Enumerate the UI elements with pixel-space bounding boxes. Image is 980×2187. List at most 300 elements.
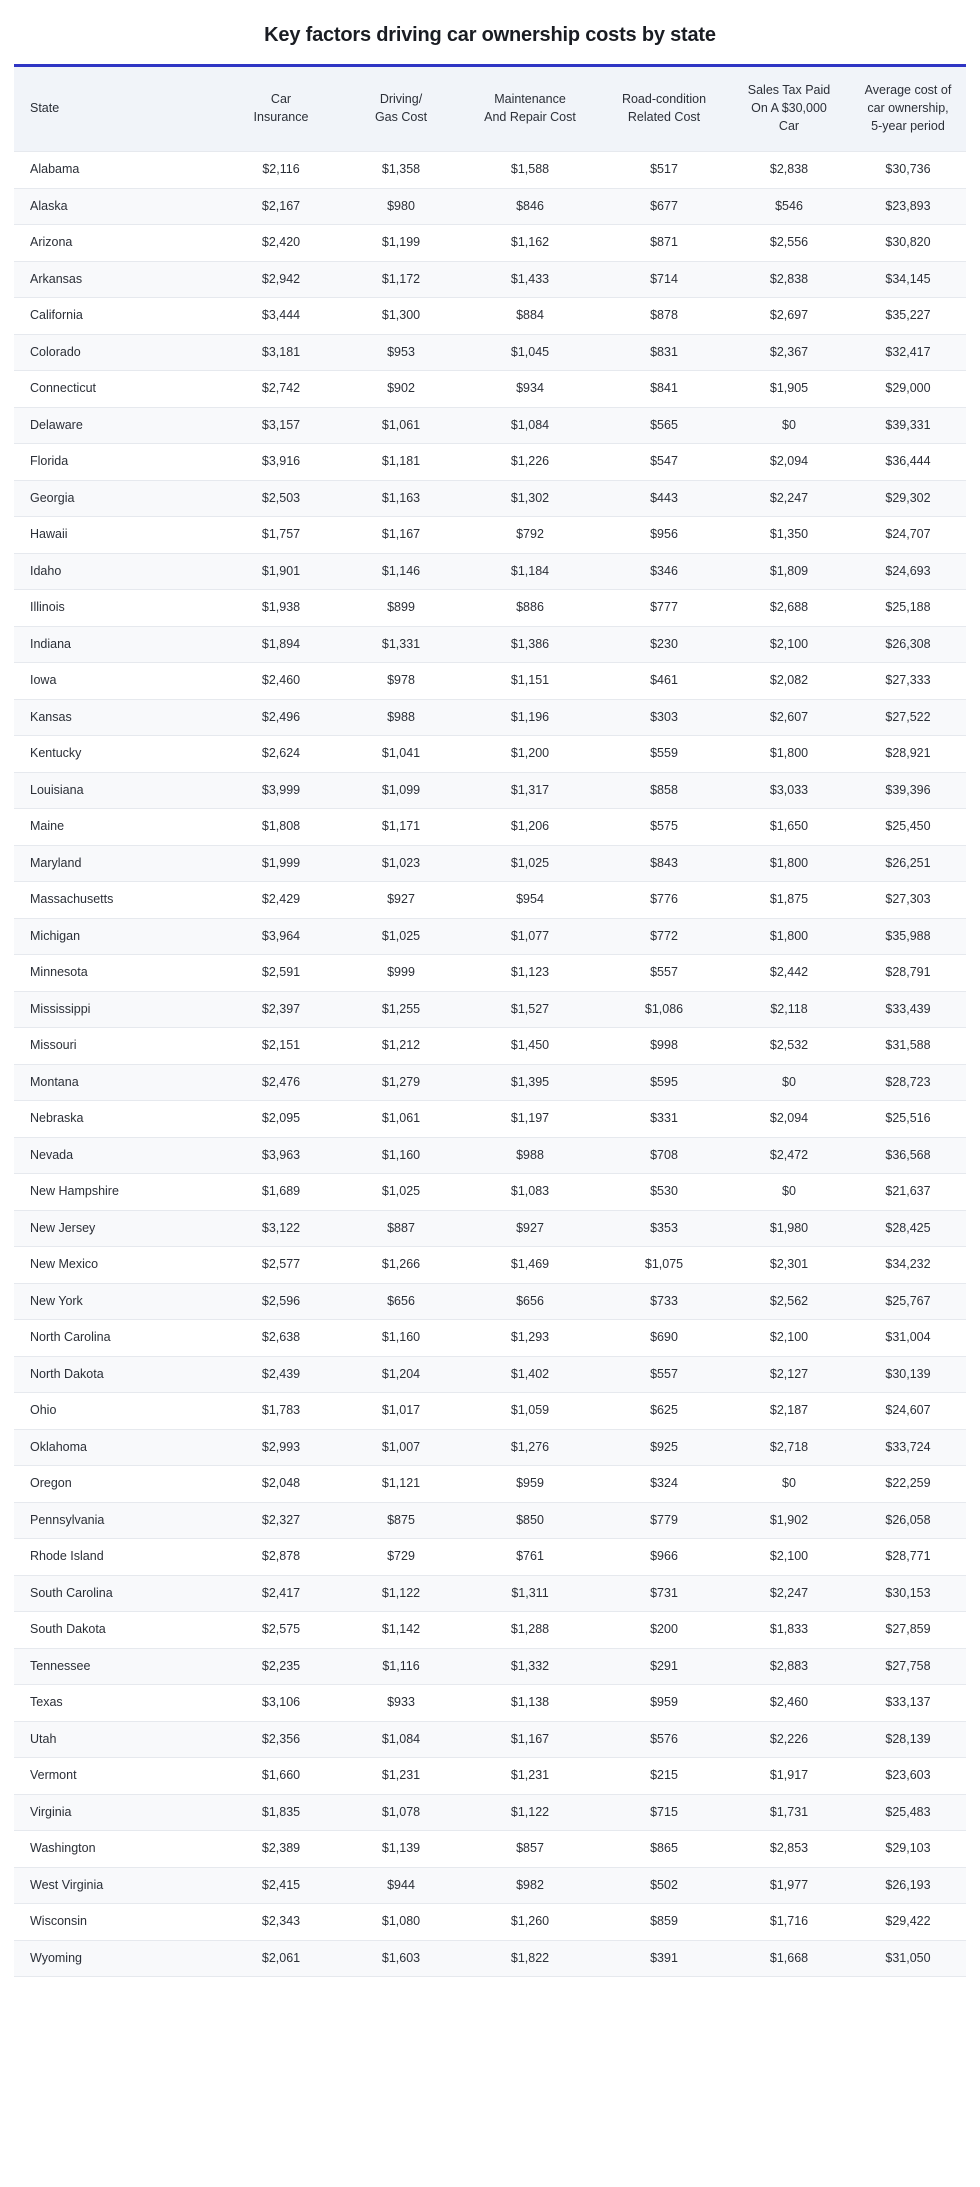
cell-state: Alabama xyxy=(14,152,220,189)
column-header-insurance[interactable] xyxy=(220,66,342,152)
cell-state: Kentucky xyxy=(14,736,220,773)
cell-gas: $1,163 xyxy=(342,480,460,517)
cell-road: $831 xyxy=(600,334,728,371)
table-row[interactable] xyxy=(14,1648,966,1685)
table-row[interactable] xyxy=(14,1575,966,1612)
cell-state: Georgia xyxy=(14,480,220,517)
cell-road: $871 xyxy=(600,225,728,262)
cell-state: Maryland xyxy=(14,845,220,882)
table-row[interactable] xyxy=(14,444,966,481)
table-container xyxy=(0,64,980,1995)
cell-road: $714 xyxy=(600,261,728,298)
cell-state: Maine xyxy=(14,809,220,846)
cell-gas: $1,041 xyxy=(342,736,460,773)
cell-road: $595 xyxy=(600,1064,728,1101)
column-header-line: Maintenance xyxy=(494,92,566,107)
cell-tax: $2,460 xyxy=(728,1685,850,1722)
cell-gas: $978 xyxy=(342,663,460,700)
column-header-line: Related Cost xyxy=(627,110,701,125)
table-row[interactable] xyxy=(14,261,966,298)
table-row[interactable] xyxy=(14,1137,966,1174)
cell-road: $346 xyxy=(600,553,728,590)
table-row[interactable] xyxy=(14,1831,966,1868)
cell-state: Tennessee xyxy=(14,1648,220,1685)
cell-tax: $1,905 xyxy=(728,371,850,408)
table-row[interactable] xyxy=(14,1064,966,1101)
cell-gas: $1,142 xyxy=(342,1612,460,1649)
cell-insurance: $3,916 xyxy=(220,444,342,481)
cell-maintenance: $1,151 xyxy=(460,663,600,700)
cell-average: $26,251 xyxy=(850,845,966,882)
cell-gas: $927 xyxy=(342,882,460,919)
cell-average: $27,303 xyxy=(850,882,966,919)
cell-maintenance: $857 xyxy=(460,1831,600,1868)
cell-insurance: $2,496 xyxy=(220,699,342,736)
cell-tax: $2,718 xyxy=(728,1429,850,1466)
cell-state: Michigan xyxy=(14,918,220,955)
cell-road: $575 xyxy=(600,809,728,846)
cell-gas: $1,139 xyxy=(342,1831,460,1868)
column-header-maintenance[interactable] xyxy=(460,66,600,152)
cell-average: $23,893 xyxy=(850,188,966,225)
cell-gas: $1,204 xyxy=(342,1356,460,1393)
cell-average: $28,791 xyxy=(850,955,966,992)
cell-average: $30,736 xyxy=(850,152,966,189)
cell-tax: $2,127 xyxy=(728,1356,850,1393)
cell-gas: $999 xyxy=(342,955,460,992)
cell-state: Delaware xyxy=(14,407,220,444)
cell-insurance: $3,181 xyxy=(220,334,342,371)
car-ownership-cost-table xyxy=(14,64,966,1977)
table-row[interactable] xyxy=(14,882,966,919)
cell-tax: $2,472 xyxy=(728,1137,850,1174)
cell-gas: $1,231 xyxy=(342,1758,460,1795)
cell-tax: $1,809 xyxy=(728,553,850,590)
table-row[interactable] xyxy=(14,590,966,627)
table-row[interactable] xyxy=(14,188,966,225)
cell-maintenance: $982 xyxy=(460,1867,600,1904)
cell-maintenance: $850 xyxy=(460,1502,600,1539)
column-header-average[interactable] xyxy=(850,66,966,152)
cell-maintenance: $1,293 xyxy=(460,1320,600,1357)
table-row[interactable] xyxy=(14,553,966,590)
cell-maintenance: $1,025 xyxy=(460,845,600,882)
cell-insurance: $2,048 xyxy=(220,1466,342,1503)
cell-maintenance: $886 xyxy=(460,590,600,627)
table-row[interactable] xyxy=(14,1247,966,1284)
cell-gas: $1,212 xyxy=(342,1028,460,1065)
column-header-tax[interactable] xyxy=(728,66,850,152)
cell-maintenance: $1,332 xyxy=(460,1648,600,1685)
column-header-line: Gas Cost xyxy=(374,110,428,125)
cell-maintenance: $1,402 xyxy=(460,1356,600,1393)
cell-insurance: $1,808 xyxy=(220,809,342,846)
cell-average: $31,588 xyxy=(850,1028,966,1065)
cell-state: Mississippi xyxy=(14,991,220,1028)
cell-tax: $2,094 xyxy=(728,1101,850,1138)
cell-tax: $2,838 xyxy=(728,152,850,189)
cell-gas: $1,099 xyxy=(342,772,460,809)
cell-road: $230 xyxy=(600,626,728,663)
cell-maintenance: $884 xyxy=(460,298,600,335)
column-header-gas[interactable] xyxy=(342,66,460,152)
cell-tax: $1,716 xyxy=(728,1904,850,1941)
cell-road: $324 xyxy=(600,1466,728,1503)
column-header-line: car ownership, xyxy=(867,101,949,116)
cell-insurance: $2,439 xyxy=(220,1356,342,1393)
cell-maintenance: $1,311 xyxy=(460,1575,600,1612)
cell-maintenance: $1,302 xyxy=(460,480,600,517)
cell-tax: $2,556 xyxy=(728,225,850,262)
cell-gas: $1,160 xyxy=(342,1137,460,1174)
table-row[interactable] xyxy=(14,1393,966,1430)
cell-road: $878 xyxy=(600,298,728,335)
cell-insurance: $1,901 xyxy=(220,553,342,590)
table-row[interactable] xyxy=(14,809,966,846)
cell-state: New Hampshire xyxy=(14,1174,220,1211)
cell-road: $1,075 xyxy=(600,1247,728,1284)
cell-insurance: $2,389 xyxy=(220,1831,342,1868)
cell-maintenance: $1,317 xyxy=(460,772,600,809)
table-body xyxy=(14,152,966,1977)
cell-maintenance: $1,084 xyxy=(460,407,600,444)
cell-gas: $1,171 xyxy=(342,809,460,846)
cell-road: $998 xyxy=(600,1028,728,1065)
cell-insurance: $2,397 xyxy=(220,991,342,1028)
cell-tax: $1,668 xyxy=(728,1940,850,1977)
cell-road: $502 xyxy=(600,1867,728,1904)
cell-insurance: $2,993 xyxy=(220,1429,342,1466)
cell-road: $443 xyxy=(600,480,728,517)
table-row[interactable] xyxy=(14,1466,966,1503)
cell-insurance: $3,106 xyxy=(220,1685,342,1722)
cell-state: Arizona xyxy=(14,225,220,262)
cell-maintenance: $1,083 xyxy=(460,1174,600,1211)
table-row[interactable] xyxy=(14,918,966,955)
cell-maintenance: $1,386 xyxy=(460,626,600,663)
cell-road: $200 xyxy=(600,1612,728,1649)
table-row[interactable] xyxy=(14,699,966,736)
cell-road: $303 xyxy=(600,699,728,736)
table-row[interactable] xyxy=(14,480,966,517)
cell-gas: $1,358 xyxy=(342,152,460,189)
cell-gas: $1,300 xyxy=(342,298,460,335)
cell-gas: $1,080 xyxy=(342,1904,460,1941)
column-header-line: 5-year period xyxy=(871,119,945,134)
column-header-state[interactable] xyxy=(14,66,220,152)
cell-insurance: $2,095 xyxy=(220,1101,342,1138)
cell-state: New York xyxy=(14,1283,220,1320)
cell-average: $29,422 xyxy=(850,1904,966,1941)
cell-state: Rhode Island xyxy=(14,1539,220,1576)
cell-average: $26,058 xyxy=(850,1502,966,1539)
cell-tax: $1,902 xyxy=(728,1502,850,1539)
cell-tax: $1,800 xyxy=(728,918,850,955)
cell-state: Iowa xyxy=(14,663,220,700)
cell-average: $25,516 xyxy=(850,1101,966,1138)
cell-insurance: $2,596 xyxy=(220,1283,342,1320)
table-row[interactable] xyxy=(14,845,966,882)
cell-state: South Dakota xyxy=(14,1612,220,1649)
cell-state: New Jersey xyxy=(14,1210,220,1247)
cell-average: $28,425 xyxy=(850,1210,966,1247)
cell-state: Oregon xyxy=(14,1466,220,1503)
cell-road: $677 xyxy=(600,188,728,225)
column-header-line: Road-condition xyxy=(621,92,707,107)
cell-state: Alaska xyxy=(14,188,220,225)
cell-state: Virginia xyxy=(14,1794,220,1831)
cell-maintenance: $1,123 xyxy=(460,955,600,992)
cell-road: $966 xyxy=(600,1539,728,1576)
cell-road: $461 xyxy=(600,663,728,700)
cell-gas: $1,331 xyxy=(342,626,460,663)
cell-maintenance: $1,200 xyxy=(460,736,600,773)
cell-state: Texas xyxy=(14,1685,220,1722)
table-row[interactable] xyxy=(14,1758,966,1795)
table-row[interactable] xyxy=(14,334,966,371)
cell-gas: $887 xyxy=(342,1210,460,1247)
table-row[interactable] xyxy=(14,1539,966,1576)
cell-insurance: $3,157 xyxy=(220,407,342,444)
cell-average: $28,771 xyxy=(850,1539,966,1576)
table-row[interactable] xyxy=(14,1940,966,1977)
cell-maintenance: $1,226 xyxy=(460,444,600,481)
cell-state: Connecticut xyxy=(14,371,220,408)
cell-tax: $1,650 xyxy=(728,809,850,846)
cell-average: $21,637 xyxy=(850,1174,966,1211)
cell-insurance: $3,963 xyxy=(220,1137,342,1174)
cell-insurance: $2,167 xyxy=(220,188,342,225)
cell-insurance: $1,660 xyxy=(220,1758,342,1795)
cell-maintenance: $846 xyxy=(460,188,600,225)
cell-gas: $933 xyxy=(342,1685,460,1722)
cell-tax: $2,094 xyxy=(728,444,850,481)
table-row[interactable] xyxy=(14,991,966,1028)
cell-gas: $980 xyxy=(342,188,460,225)
cell-gas: $1,603 xyxy=(342,1940,460,1977)
cell-road: $547 xyxy=(600,444,728,481)
cell-maintenance: $1,395 xyxy=(460,1064,600,1101)
table-row[interactable] xyxy=(14,1904,966,1941)
table-row[interactable] xyxy=(14,407,966,444)
cell-gas: $1,025 xyxy=(342,1174,460,1211)
cell-gas: $953 xyxy=(342,334,460,371)
column-header-line: Insurance xyxy=(253,110,309,125)
cell-gas: $1,121 xyxy=(342,1466,460,1503)
cell-average: $33,137 xyxy=(850,1685,966,1722)
cell-maintenance: $927 xyxy=(460,1210,600,1247)
cell-road: $353 xyxy=(600,1210,728,1247)
cell-state: Indiana xyxy=(14,626,220,663)
cell-maintenance: $1,197 xyxy=(460,1101,600,1138)
cell-state: Wisconsin xyxy=(14,1904,220,1941)
cell-average: $35,227 xyxy=(850,298,966,335)
cell-tax: $2,301 xyxy=(728,1247,850,1284)
table-row[interactable] xyxy=(14,663,966,700)
table-row[interactable] xyxy=(14,1283,966,1320)
cell-road: $517 xyxy=(600,152,728,189)
cell-gas: $1,023 xyxy=(342,845,460,882)
cell-insurance: $2,503 xyxy=(220,480,342,517)
cell-gas: $656 xyxy=(342,1283,460,1320)
cell-average: $30,139 xyxy=(850,1356,966,1393)
cell-insurance: $1,783 xyxy=(220,1393,342,1430)
table-row[interactable] xyxy=(14,955,966,992)
cell-tax: $2,118 xyxy=(728,991,850,1028)
cell-average: $24,693 xyxy=(850,553,966,590)
cell-maintenance: $1,288 xyxy=(460,1612,600,1649)
cell-state: California xyxy=(14,298,220,335)
cell-average: $29,000 xyxy=(850,371,966,408)
table-row[interactable] xyxy=(14,1685,966,1722)
cell-maintenance: $1,138 xyxy=(460,1685,600,1722)
cell-average: $35,988 xyxy=(850,918,966,955)
cell-tax: $0 xyxy=(728,1064,850,1101)
cell-insurance: $2,417 xyxy=(220,1575,342,1612)
cell-maintenance: $934 xyxy=(460,371,600,408)
cell-insurance: $2,591 xyxy=(220,955,342,992)
cell-road: $565 xyxy=(600,407,728,444)
cell-tax: $2,607 xyxy=(728,699,850,736)
cell-insurance: $2,742 xyxy=(220,371,342,408)
cell-state: Ohio xyxy=(14,1393,220,1430)
cell-tax: $1,833 xyxy=(728,1612,850,1649)
table-row[interactable] xyxy=(14,736,966,773)
table-row[interactable] xyxy=(14,1356,966,1393)
cell-state: Montana xyxy=(14,1064,220,1101)
column-header-line: Car xyxy=(778,119,800,134)
cell-state: Massachusetts xyxy=(14,882,220,919)
table-row[interactable] xyxy=(14,1101,966,1138)
cell-tax: $2,187 xyxy=(728,1393,850,1430)
cell-tax: $2,100 xyxy=(728,1539,850,1576)
cell-road: $777 xyxy=(600,590,728,627)
cell-tax: $1,350 xyxy=(728,517,850,554)
cell-tax: $2,100 xyxy=(728,626,850,663)
cell-road: $859 xyxy=(600,1904,728,1941)
cell-maintenance: $954 xyxy=(460,882,600,919)
cell-insurance: $1,689 xyxy=(220,1174,342,1211)
cell-gas: $1,167 xyxy=(342,517,460,554)
cell-average: $36,568 xyxy=(850,1137,966,1174)
table-row[interactable] xyxy=(14,1794,966,1831)
cell-insurance: $1,757 xyxy=(220,517,342,554)
cell-gas: $1,061 xyxy=(342,1101,460,1138)
table-row[interactable] xyxy=(14,298,966,335)
cell-gas: $1,017 xyxy=(342,1393,460,1430)
cell-insurance: $2,624 xyxy=(220,736,342,773)
cell-maintenance: $1,045 xyxy=(460,334,600,371)
table-row[interactable] xyxy=(14,1867,966,1904)
cell-state: Colorado xyxy=(14,334,220,371)
cell-gas: $902 xyxy=(342,371,460,408)
cell-tax: $2,688 xyxy=(728,590,850,627)
cell-average: $22,259 xyxy=(850,1466,966,1503)
table-row[interactable] xyxy=(14,152,966,189)
table-row[interactable] xyxy=(14,371,966,408)
cell-tax: $1,800 xyxy=(728,736,850,773)
cell-insurance: $2,577 xyxy=(220,1247,342,1284)
cell-maintenance: $1,450 xyxy=(460,1028,600,1065)
cell-road: $956 xyxy=(600,517,728,554)
table-row[interactable] xyxy=(14,772,966,809)
cell-average: $23,603 xyxy=(850,1758,966,1795)
cell-road: $690 xyxy=(600,1320,728,1357)
cell-maintenance: $1,469 xyxy=(460,1247,600,1284)
cell-insurance: $2,151 xyxy=(220,1028,342,1065)
table-row[interactable] xyxy=(14,1429,966,1466)
cell-insurance: $2,116 xyxy=(220,152,342,189)
cell-state: Illinois xyxy=(14,590,220,627)
cell-insurance: $2,942 xyxy=(220,261,342,298)
cell-insurance: $2,061 xyxy=(220,1940,342,1977)
cell-average: $25,450 xyxy=(850,809,966,846)
cell-state: Oklahoma xyxy=(14,1429,220,1466)
cell-tax: $2,532 xyxy=(728,1028,850,1065)
table-row[interactable] xyxy=(14,1502,966,1539)
cell-road: $576 xyxy=(600,1721,728,1758)
cell-tax: $2,247 xyxy=(728,1575,850,1612)
column-header-line: And Repair Cost xyxy=(484,110,576,125)
cell-state: North Carolina xyxy=(14,1320,220,1357)
column-header-line: Driving/ xyxy=(379,92,423,107)
cell-insurance: $1,835 xyxy=(220,1794,342,1831)
cell-road: $858 xyxy=(600,772,728,809)
cell-state: Idaho xyxy=(14,553,220,590)
cell-average: $27,522 xyxy=(850,699,966,736)
cell-state: Louisiana xyxy=(14,772,220,809)
table-row[interactable] xyxy=(14,626,966,663)
table-row[interactable] xyxy=(14,1174,966,1211)
cell-maintenance: $1,122 xyxy=(460,1794,600,1831)
cell-tax: $546 xyxy=(728,188,850,225)
cell-insurance: $3,444 xyxy=(220,298,342,335)
cell-tax: $2,697 xyxy=(728,298,850,335)
cell-insurance: $2,878 xyxy=(220,1539,342,1576)
table-row[interactable] xyxy=(14,1210,966,1247)
cell-state: Florida xyxy=(14,444,220,481)
cell-tax: $2,562 xyxy=(728,1283,850,1320)
cell-tax: $1,800 xyxy=(728,845,850,882)
cell-road: $530 xyxy=(600,1174,728,1211)
cell-tax: $2,853 xyxy=(728,1831,850,1868)
cell-tax: $2,367 xyxy=(728,334,850,371)
cell-tax: $1,875 xyxy=(728,882,850,919)
cell-road: $625 xyxy=(600,1393,728,1430)
cell-gas: $1,146 xyxy=(342,553,460,590)
cell-average: $34,232 xyxy=(850,1247,966,1284)
table-row[interactable] xyxy=(14,1612,966,1649)
column-header-road[interactable] xyxy=(600,66,728,152)
cell-average: $34,145 xyxy=(850,261,966,298)
cell-maintenance: $1,822 xyxy=(460,1940,600,1977)
cell-gas: $1,181 xyxy=(342,444,460,481)
cell-state: South Carolina xyxy=(14,1575,220,1612)
cell-road: $733 xyxy=(600,1283,728,1320)
cell-state: Washington xyxy=(14,1831,220,1868)
table-row[interactable] xyxy=(14,225,966,262)
table-row[interactable] xyxy=(14,1320,966,1357)
cell-insurance: $2,343 xyxy=(220,1904,342,1941)
column-header-line: State xyxy=(30,101,60,116)
cell-average: $31,004 xyxy=(850,1320,966,1357)
table-row[interactable] xyxy=(14,1721,966,1758)
table-row[interactable] xyxy=(14,1028,966,1065)
cell-road: $772 xyxy=(600,918,728,955)
table-row[interactable] xyxy=(14,517,966,554)
cell-state: Minnesota xyxy=(14,955,220,992)
cell-road: $841 xyxy=(600,371,728,408)
